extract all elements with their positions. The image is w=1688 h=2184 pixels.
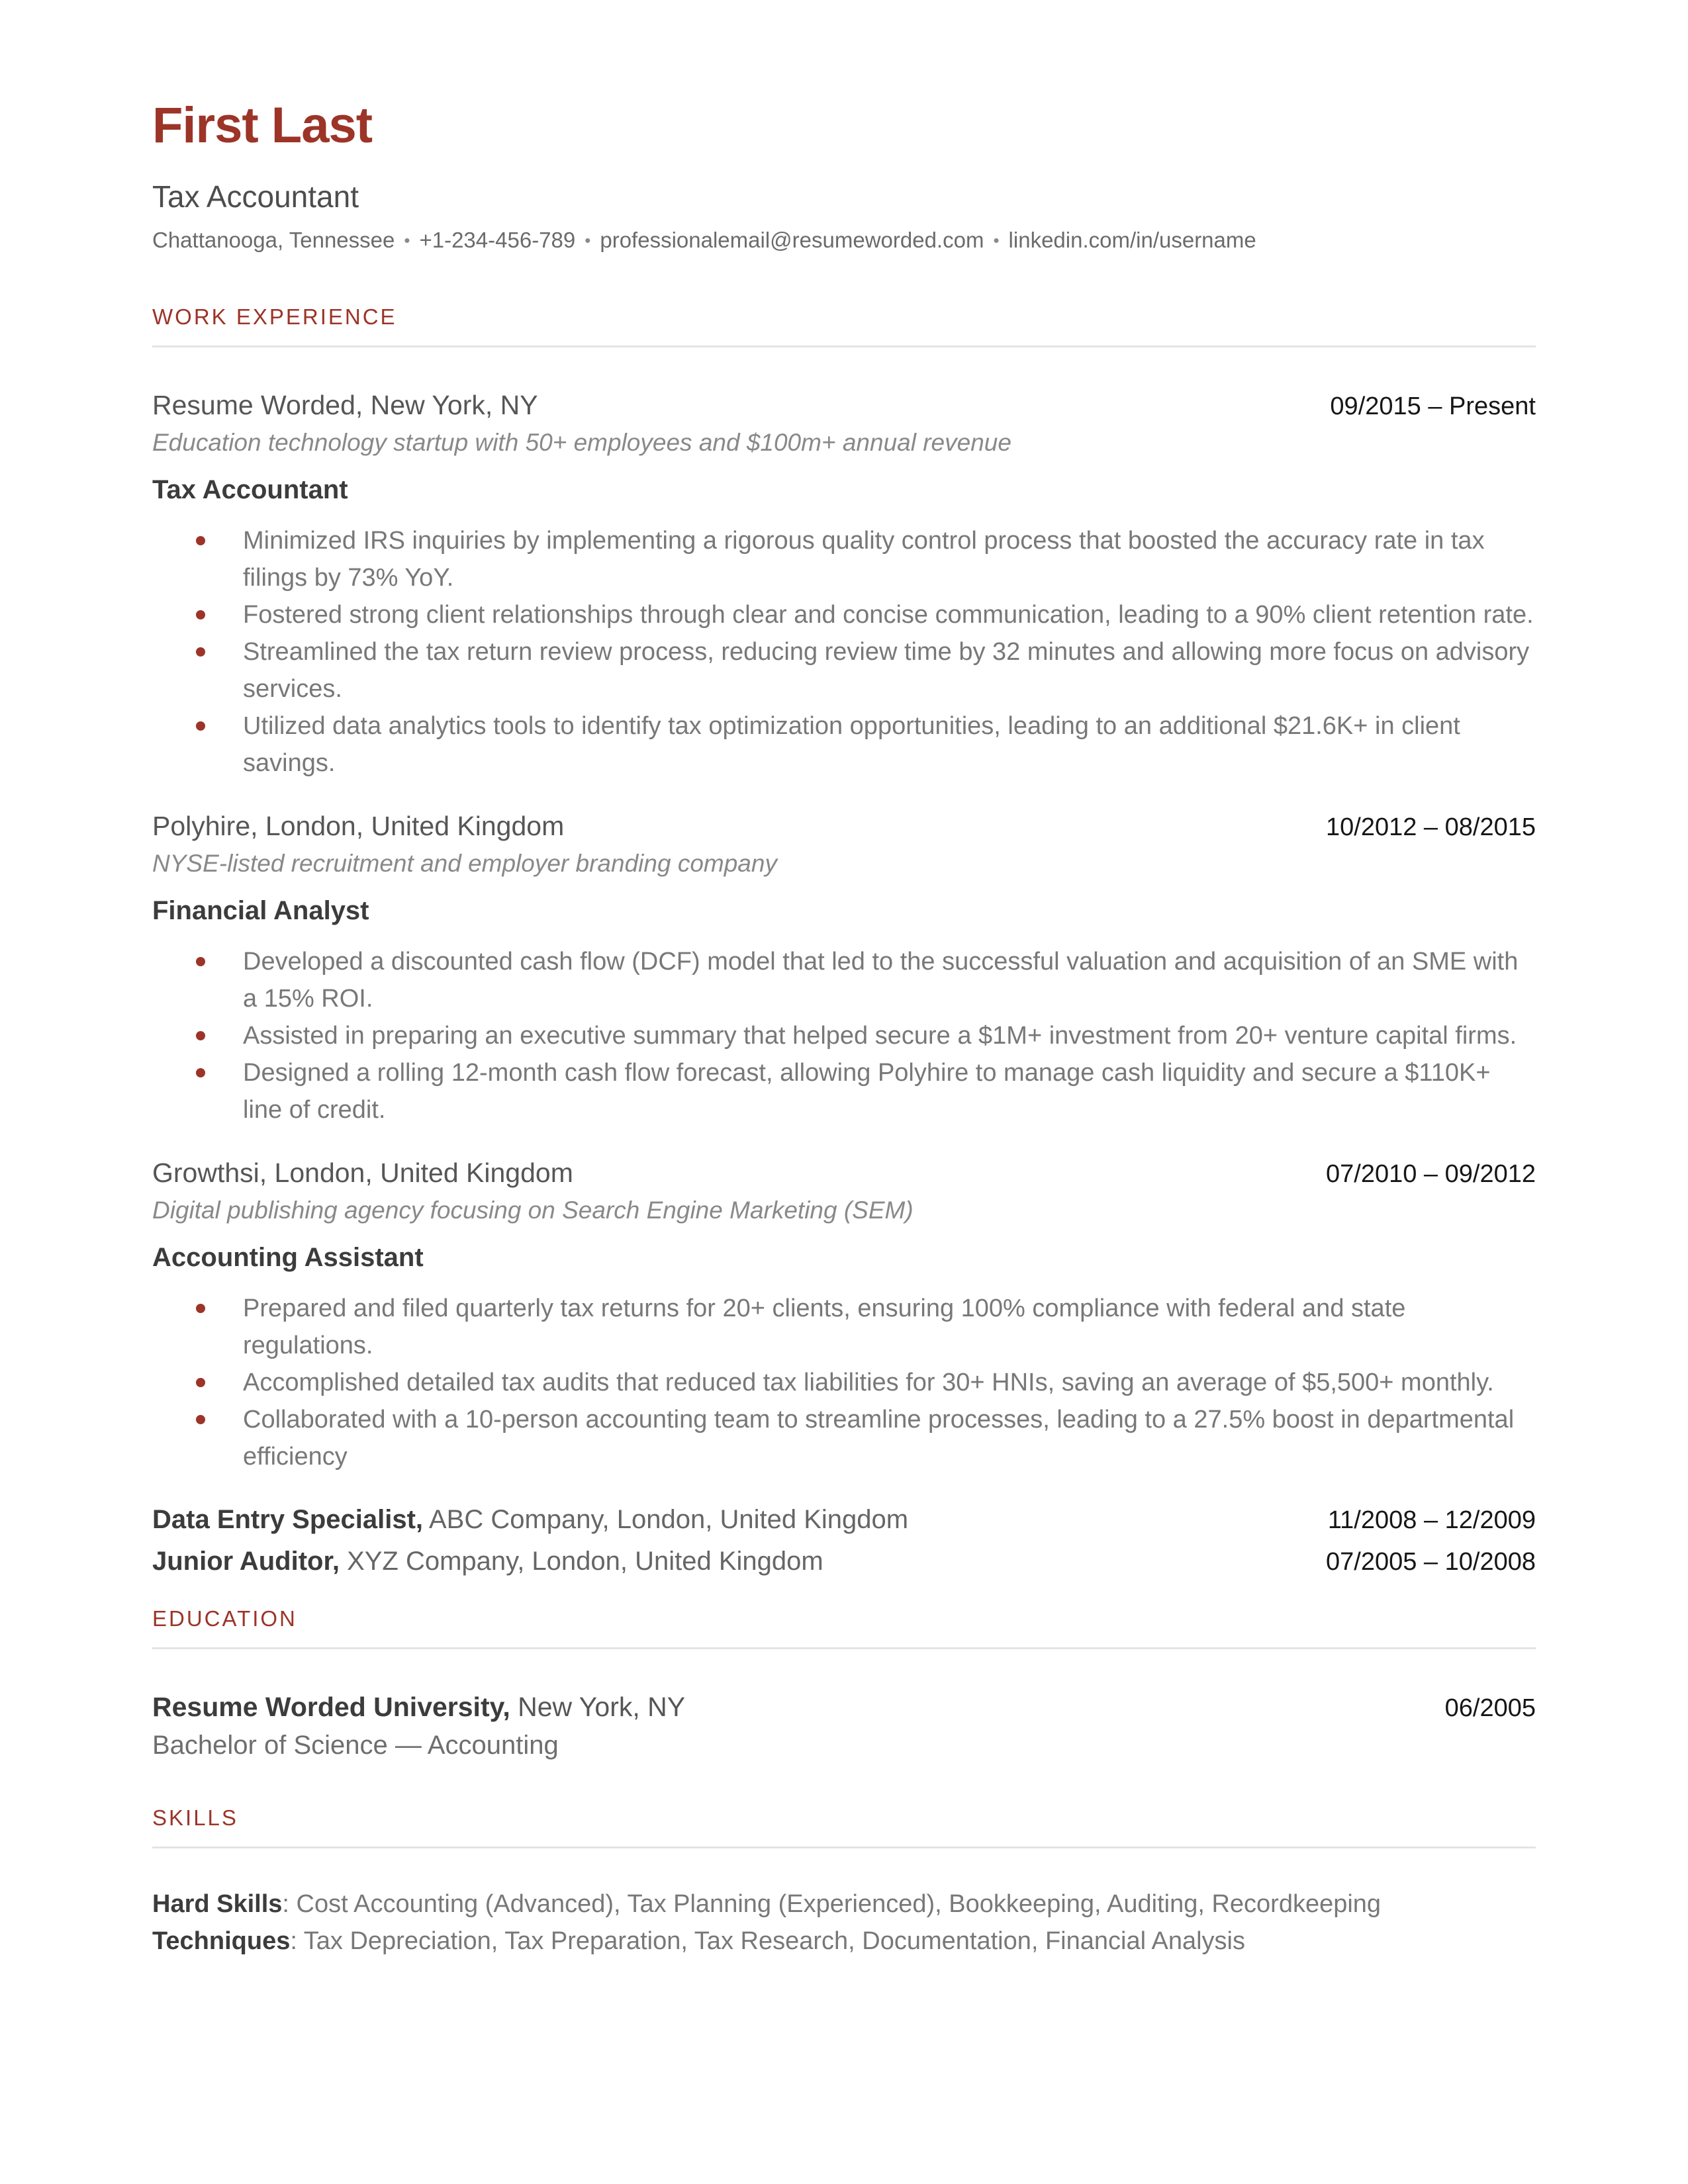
bullet-text: Streamlined the tax return review process, reducing review time by 32 minutes and allowing more focus on advisory services. <box>243 637 1530 703</box>
section-skills <box>152 1805 1536 1960</box>
company-name: Resume Worded, New York, NY <box>152 389 538 420</box>
company-row <box>152 390 1536 421</box>
school-row <box>152 1692 1536 1723</box>
company-name: Polyhire, London, United Kingdom <box>152 810 565 841</box>
bullet-item <box>152 707 1536 782</box>
bullet-item <box>152 1054 1536 1128</box>
section-work-experience <box>152 304 1536 1582</box>
bullet-item <box>152 1290 1536 1364</box>
bullet-list <box>152 522 1536 782</box>
bullet-item <box>152 633 1536 707</box>
bullet-dot-icon <box>196 647 205 657</box>
bullet-dot-icon <box>196 721 205 731</box>
short-role-left <box>152 1541 823 1582</box>
bullet-item <box>152 522 1536 596</box>
job-entry <box>152 390 1536 782</box>
skills-block <box>152 1886 1536 1960</box>
education-dates: 06/2005 <box>1444 1694 1536 1722</box>
job-entry <box>152 1158 1536 1475</box>
short-role-company: ABC Company, London, United Kingdom <box>423 1504 909 1534</box>
phone-text: +1-234-456-789 <box>419 227 576 252</box>
section-divider <box>152 1846 1536 1848</box>
company-name: Growthsi, London, United Kingdom <box>152 1157 573 1188</box>
bullet-text: Minimized IRS inquiries by implementing a rigorous quality control process that boosted the accuracy rate in tax filings by 73% YoY. <box>243 526 1485 592</box>
bullet-item <box>152 1364 1536 1401</box>
contact-line <box>152 228 1536 253</box>
bullet-separator-icon: • <box>585 230 591 250</box>
bullet-text: Designed a rolling 12-month cash flow forecast, allowing Polyhire to manage cash liquidity and secure a $110K+ line of credit. <box>243 1058 1491 1124</box>
bullet-dot-icon <box>196 1304 205 1313</box>
job-role-title: Accounting Assistant <box>152 1242 424 1272</box>
short-roles-block <box>152 1499 1536 1582</box>
bullet-separator-icon: • <box>404 230 410 250</box>
skills-text: : Tax Depreciation, Tax Preparation, Tax Research, Documentation, Financial Analysis <box>290 1927 1245 1955</box>
bullet-text: Fostered strong client relationships through clear and concise communication, leading to a 90% client retention rate. <box>243 600 1534 629</box>
email-link[interactable]: professionalemail@resumeworded.com <box>600 227 984 252</box>
bullet-dot-icon <box>196 1031 205 1040</box>
bullet-separator-icon: • <box>993 230 1000 250</box>
education-section-heading: EDUCATION <box>152 1606 297 1631</box>
short-role-title: Junior Auditor, <box>152 1546 340 1576</box>
location-text: Chattanooga, Tennessee <box>152 227 395 252</box>
bullet-text: Developed a discounted cash flow (DCF) model that led to the successful valuation and acquisition of an SME with a 15% ROI. <box>243 947 1519 1013</box>
person-name: First Last <box>152 97 373 154</box>
bullet-text: Assisted in preparing an executive summary that helped secure a $1M+ investment from 20+ venture capital firms. <box>243 1021 1517 1050</box>
bullet-text: Prepared and filed quarterly tax returns for 20+ clients, ensuring 100% compliance with federal and state regulations. <box>243 1294 1406 1359</box>
linkedin-link[interactable]: linkedin.com/in/username <box>1008 227 1256 252</box>
short-role-title: Data Entry Specialist, <box>152 1504 424 1534</box>
bullet-item <box>152 943 1536 1017</box>
bullet-item <box>152 596 1536 633</box>
short-role-company: XYZ Company, London, United Kingdom <box>339 1546 823 1576</box>
section-education <box>152 1606 1536 1760</box>
work-section-heading: WORK EXPERIENCE <box>152 304 397 329</box>
skills-line <box>152 1886 1536 1923</box>
skills-line <box>152 1923 1536 1960</box>
bullet-dot-icon <box>196 610 205 619</box>
bullet-item <box>152 1401 1536 1475</box>
education-entry <box>152 1692 1536 1760</box>
bullet-dot-icon <box>196 957 205 966</box>
bullet-text: Utilized data analytics tools to identify tax optimization opportunities, leading to an additional $21.6K+ in client savings. <box>243 711 1460 777</box>
person-job-title: Tax Accountant <box>152 179 359 214</box>
company-description: Education technology startup with 50+ employees and $100m+ annual revenue <box>152 428 1011 456</box>
bullet-dot-icon <box>196 1415 205 1424</box>
company-row <box>152 1158 1536 1189</box>
company-row <box>152 811 1536 842</box>
bullet-dot-icon <box>196 536 205 545</box>
short-role-dates: 07/2005 – 10/2008 <box>1326 1547 1536 1576</box>
bullet-text: Collaborated with a 10-person accounting team to streamline processes, leading to a 27.5% boost in departmental efficiency <box>243 1405 1515 1471</box>
job-role-title: Tax Accountant <box>152 475 348 504</box>
bullet-text: Accomplished detailed tax audits that reduced tax liabilities for 30+ HNIs, saving an average of $5,500+ monthly. <box>243 1368 1494 1396</box>
job-dates: 09/2015 – Present <box>1330 392 1536 420</box>
bullet-dot-icon <box>196 1378 205 1387</box>
short-role-dates: 11/2008 – 12/2009 <box>1327 1506 1536 1534</box>
section-divider <box>152 1647 1536 1649</box>
bullet-list <box>152 1290 1536 1475</box>
job-dates: 10/2012 – 08/2015 <box>1326 813 1536 841</box>
skills-text: : Cost Accounting (Advanced), Tax Planning (Experienced), Bookkeeping, Auditing, Recordkeeping <box>282 1889 1382 1918</box>
company-description: Digital publishing agency focusing on Search Engine Marketing (SEM) <box>152 1196 914 1224</box>
degree-text: Bachelor of Science — Accounting <box>152 1730 559 1760</box>
bullet-dot-icon <box>196 1068 205 1077</box>
company-description: NYSE-listed recruitment and employer branding company <box>152 849 777 877</box>
job-role-title: Financial Analyst <box>152 895 369 925</box>
short-role-row <box>152 1499 1536 1541</box>
skills-label: Hard Skills <box>152 1889 283 1918</box>
job-dates: 07/2010 – 09/2012 <box>1326 1160 1536 1188</box>
school-location: New York, NY <box>510 1691 686 1722</box>
short-role-row <box>152 1541 1536 1582</box>
bullet-list <box>152 943 1536 1128</box>
short-role-left <box>152 1499 908 1540</box>
job-entry <box>152 811 1536 1128</box>
school-line <box>152 1692 685 1723</box>
skills-label: Techniques <box>152 1927 291 1955</box>
school-name: Resume Worded University, <box>152 1691 510 1722</box>
bullet-item <box>152 1017 1536 1054</box>
skills-section-heading: SKILLS <box>152 1805 238 1830</box>
section-divider <box>152 345 1536 347</box>
resume-header <box>152 99 1536 253</box>
